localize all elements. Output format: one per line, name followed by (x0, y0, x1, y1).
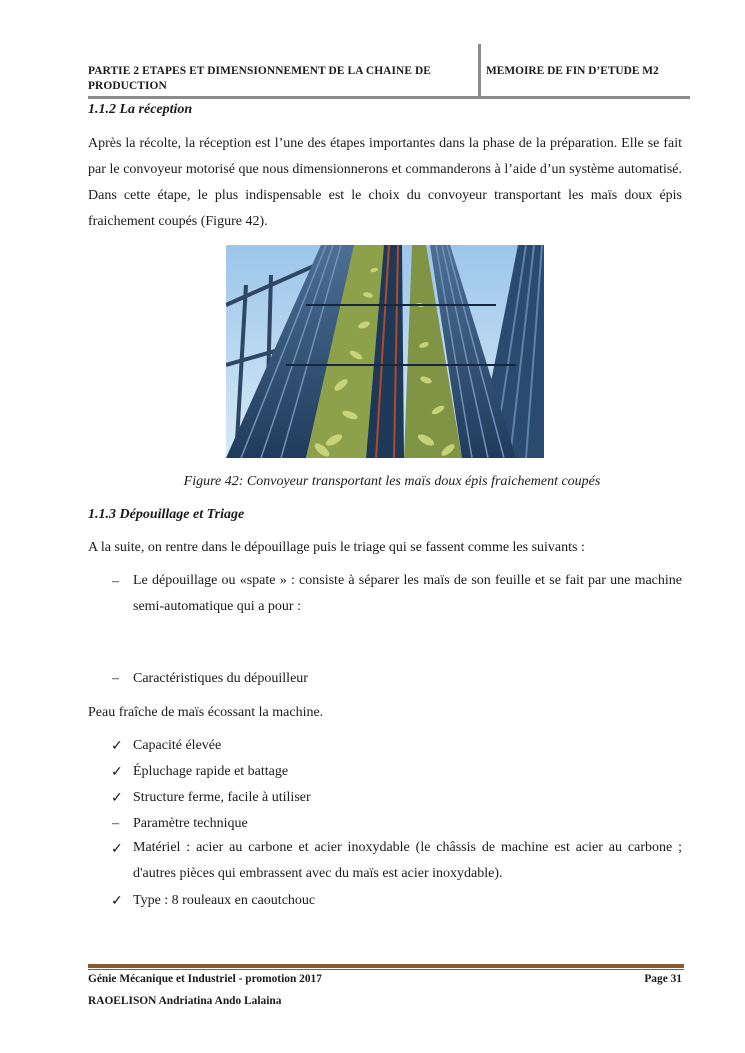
reception-paragraph: Après la récolte, la réception est l’une des étapes importantes dans la phase de la préparation. Elle se fait par le convoyeur motorisé que nous dimensionnerons et commanderons à l’aide d’un système automatisé. Dans cette étape, le plus indispensable est le choix du convoyeur transportant les maïs doux épis fraichement coupés (Figure 42). (88, 136, 682, 229)
dash-bullet-icon: – (112, 816, 119, 831)
checkmark-icon: ✓ (111, 842, 123, 857)
header-rule (88, 96, 690, 99)
footer-rule-thin (88, 969, 684, 970)
footer-author: RAOELISON Andriatina Ando Lalaina (88, 995, 282, 1007)
list-item: Épluchage rapide et battage (133, 764, 289, 779)
checkmark-icon: ✓ (111, 765, 123, 780)
page-header (88, 44, 690, 100)
section-heading-reception: 1.1.2 La réception (88, 102, 193, 117)
dash-bullet-icon: – (112, 574, 119, 589)
section-heading-depouillage: 1.1.3 Dépouillage et Triage (88, 507, 245, 522)
header-divider (478, 44, 481, 98)
list-item: Capacité élevée (133, 738, 222, 753)
depouillage-intro: A la suite, on rentre dans le dépouillage puis le triage qui se fassent comme les suivants : (88, 540, 585, 555)
checkmark-icon: ✓ (111, 894, 123, 909)
conveyor-photo (226, 245, 544, 458)
list-item: Matériel : acier au carbone et acier inoxydable (le châssis de machine est acier au carbone ; d'autres pièces qui embrassent avec du maïs est acier inoxydable). (133, 840, 682, 881)
header-document-type: MEMOIRE DE FIN D’ETUDE M2 (486, 65, 659, 77)
checkmark-icon: ✓ (111, 739, 123, 754)
bullet-caracteristiques: Caractéristiques du dépouilleur (133, 671, 308, 686)
bullet-depouillage: Le dépouillage ou «spate » : consiste à séparer les maïs de son feuille et se fait par une machine semi-automatique qui a pour : (133, 573, 682, 614)
header-chapter-title: PARTIE 2 ETAPES ET DIMENSIONNEMENT DE LA CHAINE DE PRODUCTION (88, 65, 432, 92)
list-item: Paramètre technique (133, 816, 248, 831)
dash-bullet-icon: – (112, 671, 119, 686)
list-item: Structure ferme, facile à utiliser (133, 790, 311, 805)
checkmark-icon: ✓ (111, 791, 123, 806)
list-item: Type : 8 rouleaux en caoutchouc (133, 893, 316, 908)
sub-intro: Peau fraîche de maïs écossant la machine. (88, 705, 324, 720)
footer-page-number: Page 31 (644, 973, 682, 985)
footer-program: Génie Mécanique et Industriel - promotion 2017 (88, 973, 322, 985)
figure-caption: Figure 42: Convoyeur transportant les maïs doux épis fraichement coupés (183, 474, 601, 489)
footer-rule (88, 964, 684, 968)
